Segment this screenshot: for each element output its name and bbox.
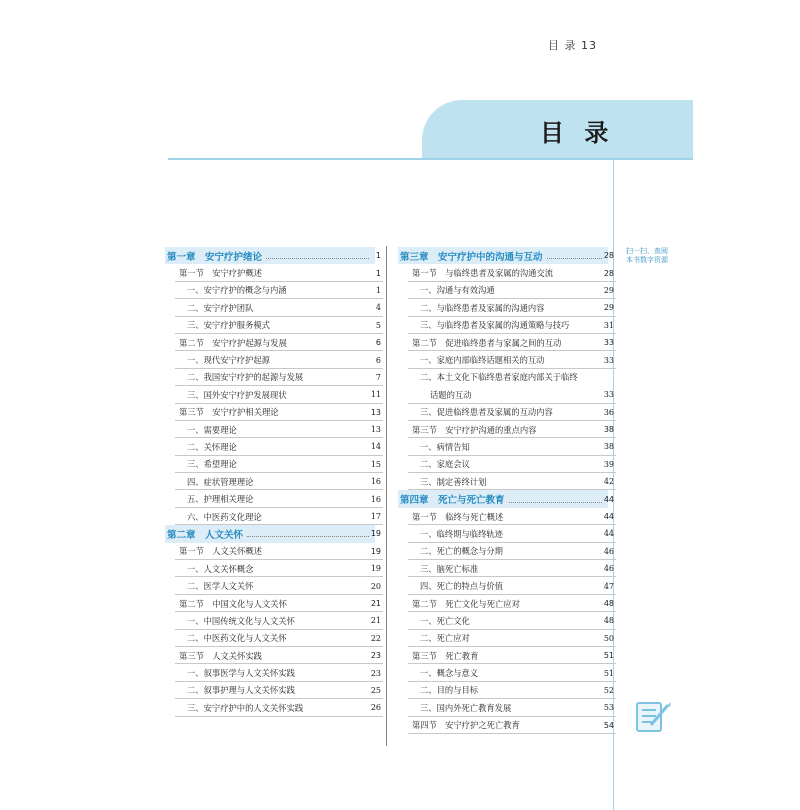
toc-entry-page: 28 [603, 268, 614, 278]
toc-entry-page: 36 [603, 407, 614, 417]
toc-item[interactable] [165, 630, 381, 647]
toc-entry-title: 三、国外安宁疗护发展现状 [187, 389, 287, 400]
toc-item[interactable] [165, 299, 381, 316]
toc-entry-title: 三、安宁疗护服务模式 [187, 320, 270, 331]
toc-section[interactable] [165, 647, 381, 664]
toc-section[interactable] [165, 595, 381, 612]
toc-entry-title: 三、脑死亡标准 [420, 563, 479, 574]
column-divider [386, 246, 387, 746]
toc-entry-page: 22 [370, 633, 381, 643]
toc-entry-page: 50 [603, 633, 614, 643]
digital-resources-note [626, 247, 686, 265]
toc-section[interactable] [398, 717, 614, 734]
toc-section[interactable] [398, 508, 614, 525]
toc-entry-page: 11 [370, 390, 381, 400]
toc-entry-title: 第二章 人文关怀 [167, 529, 244, 541]
toc-item[interactable] [398, 404, 614, 421]
toc-item[interactable] [165, 664, 381, 681]
digital-resources-note-line2: 本书数字资源 [626, 256, 668, 264]
page-title: 目 录 [540, 119, 615, 147]
toc-entry-title: 一、叙事医学与人文关怀实践 [187, 668, 295, 679]
toc-item[interactable] [165, 490, 381, 507]
toc-entry-page: 19 [370, 564, 381, 574]
toc-entry-title: 三、与临终患者及家属的沟通策略与技巧 [420, 320, 570, 331]
toc-entry-page: 51 [603, 668, 614, 678]
toc-item[interactable] [165, 612, 381, 629]
toc-entry-title: 二、家庭会议 [420, 459, 470, 470]
toc-entry-title: 一、概念与意义 [420, 668, 479, 679]
toc-item[interactable] [165, 508, 381, 525]
toc-entry-title: 第三节 人文关怀实践 [179, 650, 262, 661]
toc-item[interactable] [165, 699, 381, 716]
leader-dots [247, 530, 369, 537]
running-head: 目 录 13 [548, 39, 597, 52]
toc-item[interactable] [165, 369, 381, 386]
toc-chapter[interactable] [398, 490, 614, 507]
toc-entry-title: 第一节 人文关怀概述 [179, 546, 262, 557]
toc-entry-title: 三、希望理论 [187, 459, 237, 470]
toc-item[interactable] [165, 577, 381, 594]
toc-entry-page: 31 [603, 320, 614, 330]
toc-entry-page: 46 [603, 546, 614, 556]
toc-entry-page: 26 [370, 703, 381, 713]
toc-item[interactable] [398, 525, 614, 542]
toc-item[interactable] [398, 612, 614, 629]
toc-section[interactable] [165, 404, 381, 421]
toc-entry-title: 二、本土文化下临终患者家庭内部关于临终 [420, 372, 578, 383]
toc-entry-page: 1 [375, 251, 381, 261]
toc-entry-page: 39 [603, 459, 614, 469]
toc-section[interactable] [398, 595, 614, 612]
toc-entry-page: 23 [370, 668, 381, 678]
toc-item[interactable] [398, 317, 614, 334]
toc-entry-title: 第三节 安宁疗护相关理论 [179, 407, 279, 418]
toc-entry-page: 25 [370, 685, 381, 695]
toc-item[interactable] [398, 543, 614, 560]
toc-item[interactable] [398, 664, 614, 681]
toc-entry-page: 44 [603, 494, 614, 504]
toc-item[interactable] [165, 438, 381, 455]
toc-item[interactable] [398, 699, 614, 716]
toc-item[interactable] [398, 438, 614, 455]
notepad-pencil-icon [633, 697, 673, 737]
toc-entry-page: 7 [375, 372, 381, 382]
toc-item[interactable] [165, 282, 381, 299]
toc-entry-title: 二、中医药文化与人文关怀 [187, 633, 287, 644]
toc-entry-page: 16 [370, 494, 381, 504]
toc-entry-page: 6 [375, 338, 381, 348]
toc-item[interactable] [398, 630, 614, 647]
toc-entry-page: 44 [603, 512, 614, 522]
toc-entry-title: 一、沟通与有效沟通 [420, 285, 495, 296]
toc-entry-title: 四、症状管理理论 [187, 476, 254, 487]
toc-item[interactable] [165, 456, 381, 473]
toc-entry-page: 33 [603, 390, 614, 400]
toc-entry-page: 6 [375, 355, 381, 365]
toc-entry-title: 第四节 安宁疗护之死亡教育 [412, 720, 520, 731]
toc-item[interactable] [165, 351, 381, 368]
toc-entry-title: 话题的互动 [430, 389, 472, 400]
toc-entry-title: 第一节 临终与死亡概述 [412, 511, 504, 522]
toc-entry-title: 一、现代安宁疗护起源 [187, 355, 270, 366]
toc-entry-page: 21 [370, 616, 381, 626]
toc-entry-title: 第三节 死亡教育 [412, 650, 479, 661]
toc-entry-title: 二、目的与目标 [420, 685, 479, 696]
toc-entry-title: 第三节 安宁疗护沟通的重点内容 [412, 424, 537, 435]
toc-entry-title: 二、死亡的概念与分期 [420, 546, 503, 557]
toc-entry-page: 14 [370, 442, 381, 452]
toc-item[interactable] [398, 299, 614, 316]
toc-entry-page: 4 [375, 303, 381, 313]
toc-entry-title: 五、护理相关理论 [187, 494, 254, 505]
toc-entry-title: 一、病情告知 [420, 441, 470, 452]
toc-chapter[interactable] [165, 247, 381, 264]
toc-entry-page: 19 [370, 529, 381, 539]
toc-entry-title: 二、叙事护理与人文关怀实践 [187, 685, 295, 696]
toc-item[interactable] [398, 473, 614, 490]
toc-entry-page: 51 [603, 651, 614, 661]
toc-entry-page: 46 [603, 564, 614, 574]
toc-entry-page: 48 [603, 599, 614, 608]
toc-section[interactable] [165, 264, 381, 281]
toc-item[interactable] [398, 682, 614, 699]
toc-item[interactable] [165, 317, 381, 334]
toc-entry-page: 1 [375, 268, 381, 278]
toc-item[interactable] [398, 369, 608, 386]
toc-entry-title: 二、与临终患者及家属的沟通内容 [420, 302, 545, 313]
toc-entry-title: 二、安宁疗护团队 [187, 302, 254, 313]
toc-entry-page: 29 [603, 303, 614, 313]
toc-entry-title: 一、安宁疗护的概念与内涵 [187, 285, 287, 296]
leader-dots [266, 252, 369, 259]
header-rule [168, 158, 693, 160]
toc-entry-title: 第二节 死亡文化与死亡应对 [412, 598, 520, 609]
toc-entry-page: 1 [375, 285, 381, 295]
toc-entry-page: 19 [370, 546, 381, 556]
toc-entry-page: 52 [603, 685, 614, 695]
toc-entry-title: 一、家庭内部临终话题相关的互动 [420, 355, 545, 366]
toc-entry-page: 23 [370, 651, 381, 661]
toc-itemcont[interactable] [398, 386, 614, 403]
toc-item[interactable] [165, 421, 381, 438]
toc-entry-title: 三、促进临终患者及家属的互动内容 [420, 407, 553, 418]
toc-section[interactable] [398, 647, 614, 664]
toc-entry-title: 二、医学人文关怀 [187, 581, 254, 592]
toc-right-column [398, 247, 614, 734]
toc-entry-title: 二、关怀理论 [187, 441, 237, 452]
toc-entry-title: 三、国内外死亡教育发展 [420, 702, 512, 713]
toc-entry-title: 第一节 与临终患者及家属的沟通交流 [412, 268, 554, 279]
leader-dots [547, 252, 602, 259]
digital-resources-note-line1: 扫一扫，查阅 [626, 247, 668, 255]
toc-entry-page: 33 [603, 355, 614, 365]
toc-entry-page: 20 [370, 581, 381, 591]
toc-entry-title: 一、需要理论 [187, 424, 237, 435]
toc-entry-page: 16 [370, 477, 381, 487]
toc-entry-page: 15 [370, 459, 381, 469]
toc-section[interactable] [398, 264, 614, 281]
toc-entry-page: 17 [370, 512, 381, 522]
toc-item[interactable] [398, 282, 614, 299]
toc-entry-title: 第二节 中国文化与人文关怀 [179, 598, 287, 609]
toc-entry-title: 四、死亡的特点与价值 [420, 581, 503, 592]
toc-entry-title: 六、中医药文化理论 [187, 511, 262, 522]
toc-entry-title: 第一节 安宁疗护概述 [179, 268, 262, 279]
toc-entry-title: 一、临终期与临终轨迹 [420, 528, 503, 539]
toc-section[interactable] [398, 421, 614, 438]
toc-entry-page: 44 [603, 529, 614, 539]
toc-section[interactable] [165, 543, 381, 560]
toc-entry-page: 38 [603, 425, 614, 435]
toc-item[interactable] [398, 456, 614, 473]
toc-entry-title: 三、制定善终计划 [420, 476, 487, 487]
toc-section[interactable] [165, 334, 381, 351]
toc-entry-page: 54 [603, 720, 614, 730]
toc-entry-title: 第二节 安宁疗护起源与发展 [179, 337, 287, 348]
toc-entry-page: 21 [370, 599, 381, 608]
toc-entry-title: 二、死亡应对 [420, 633, 470, 644]
toc-entry-title: 第三章 安宁疗护中的沟通与互动 [400, 251, 543, 263]
toc-item[interactable] [165, 682, 381, 699]
toc-entry-page: 47 [603, 581, 614, 591]
toc-entry-page: 48 [603, 616, 614, 626]
leader-dots [509, 496, 602, 503]
toc-entry-title: 第二节 促进临终患者与家属之间的互动 [412, 337, 562, 348]
toc-item[interactable] [398, 577, 614, 594]
toc-left-column [165, 247, 381, 717]
toc-item[interactable] [165, 473, 381, 490]
toc-entry-page: 5 [375, 320, 381, 330]
toc-entry-title: 第一章 安宁疗护绪论 [167, 251, 263, 263]
toc-entry-page: 33 [603, 338, 614, 348]
toc-entry-title: 一、人文关怀概念 [187, 563, 254, 574]
toc-entry-title: 三、安宁疗护中的人文关怀实践 [187, 702, 304, 713]
toc-chapter[interactable] [165, 525, 381, 542]
toc-entry-title: 一、死亡文化 [420, 615, 470, 626]
toc-chapter[interactable] [398, 247, 614, 264]
toc-entry-page: 13 [370, 407, 381, 417]
toc-entry-page: 53 [603, 703, 614, 713]
toc-entry-page: 13 [370, 425, 381, 435]
toc-entry-title: 第四章 死亡与死亡教育 [400, 495, 505, 507]
toc-entry-page: 28 [603, 251, 614, 261]
toc-entry-title: 一、中国传统文化与人文关怀 [187, 615, 295, 626]
toc-item[interactable] [165, 560, 381, 577]
toc-entry-page: 29 [603, 285, 614, 295]
toc-item[interactable] [398, 351, 614, 368]
toc-item[interactable] [165, 386, 381, 403]
toc-item[interactable] [398, 560, 614, 577]
toc-entry-title: 二、我国安宁疗护的起源与发展 [187, 372, 304, 383]
toc-section[interactable] [398, 334, 614, 351]
toc-entry-page: 42 [603, 477, 614, 487]
toc-entry-page: 38 [603, 442, 614, 452]
